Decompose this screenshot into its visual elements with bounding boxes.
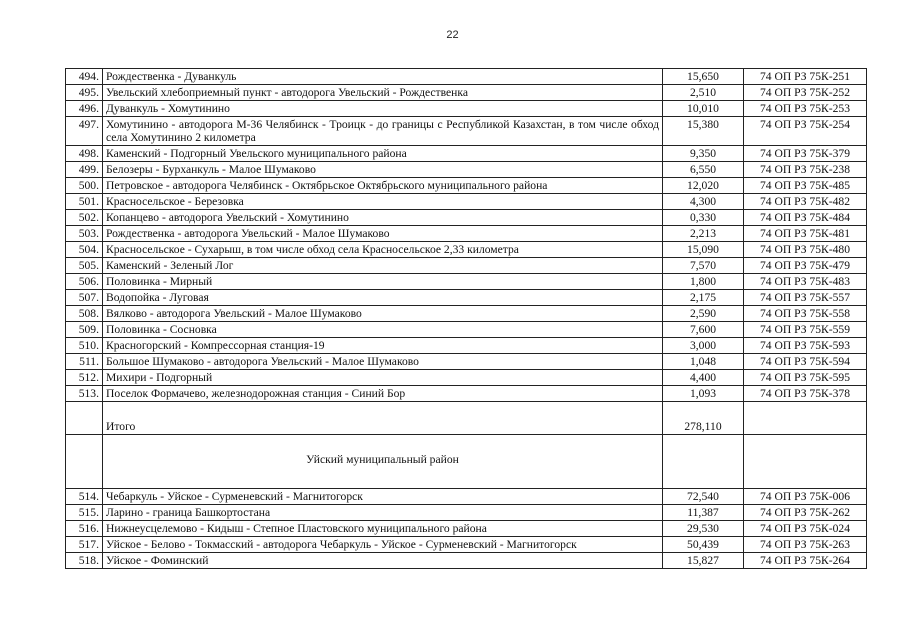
road-length: 6,550 [663,162,744,178]
road-length: 11,387 [663,505,744,521]
road-name: Чебаркуль - Уйское - Сурменевский - Магнитогорск [103,489,663,505]
road-code: 74 ОП РЗ 75К-485 [744,178,867,194]
row-number: 513. [66,386,103,402]
table-row [66,338,867,354]
road-name: Половинка - Сосновка [103,322,663,338]
road-name: Каменский - Подгорный Увельского муниципального района [103,146,663,162]
road-length: 12,020 [663,178,744,194]
row-number: 499. [66,162,103,178]
table-row [66,386,867,402]
total-label: Итого [103,402,663,435]
road-code: 74 ОП РЗ 75К-483 [744,274,867,290]
row-number: 517. [66,537,103,553]
road-length: 7,570 [663,258,744,274]
row-number: 501. [66,194,103,210]
road-code: 74 ОП РЗ 75К-559 [744,322,867,338]
road-code: 74 ОП РЗ 75К-264 [744,553,867,569]
road-length: 29,530 [663,521,744,537]
total-num-cell [66,402,103,435]
road-code: 74 ОП РЗ 75К-482 [744,194,867,210]
road-length: 50,439 [663,537,744,553]
road-length: 1,093 [663,386,744,402]
total-row [66,402,867,435]
road-name: Белозеры - Бурханкуль - Малое Шумаково [103,162,663,178]
roads-table-body-b [66,489,867,569]
road-name: Дуванкуль - Хомутинино [103,101,663,117]
road-code: 74 ОП РЗ 75К-558 [744,306,867,322]
road-length: 15,380 [663,117,744,146]
table-row [66,194,867,210]
road-code: 74 ОП РЗ 75К-593 [744,338,867,354]
road-length: 4,400 [663,370,744,386]
table-row [66,537,867,553]
road-code: 74 ОП РЗ 75К-594 [744,354,867,370]
road-length: 15,827 [663,553,744,569]
road-name: Вялково - автодорога Увельский - Малое Шумаково [103,306,663,322]
road-name: Михири - Подгорный [103,370,663,386]
road-name: Рождественка - Дуванкуль [103,69,663,85]
table-row [66,162,867,178]
table-row [66,242,867,258]
road-code: 74 ОП РЗ 75К-557 [744,290,867,306]
total-section [66,402,867,489]
table-row [66,146,867,162]
row-number: 494. [66,69,103,85]
row-number: 516. [66,521,103,537]
row-number: 518. [66,553,103,569]
road-name: Каменский - Зеленый Лог [103,258,663,274]
road-name: Красногорский - Компрессорная станция-19 [103,338,663,354]
row-number: 507. [66,290,103,306]
row-number: 509. [66,322,103,338]
road-code: 74 ОП РЗ 75К-378 [744,386,867,402]
roads-table [65,68,867,569]
road-code: 74 ОП РЗ 75К-479 [744,258,867,274]
table-row [66,117,867,146]
road-name: Нижнеусцелемово - Кидыш - Степное Пластовского муниципального района [103,521,663,537]
road-code: 74 ОП РЗ 75К-024 [744,521,867,537]
road-code: 74 ОП РЗ 75К-379 [744,146,867,162]
row-number: 504. [66,242,103,258]
road-name: Петровское - автодорога Челябинск - Октябрьское Октябрьского муниципального района [103,178,663,194]
road-code: 74 ОП РЗ 75К-263 [744,537,867,553]
table-row [66,85,867,101]
table-row [66,354,867,370]
row-number: 510. [66,338,103,354]
row-number: 505. [66,258,103,274]
road-name: Ларино - граница Башкортостана [103,505,663,521]
road-name: Уйское - Фоминский [103,553,663,569]
row-number: 495. [66,85,103,101]
district-num-cell [66,435,103,489]
district-length-cell [663,435,744,489]
page-number: 22 [446,29,459,41]
road-code: 74 ОП РЗ 75К-238 [744,162,867,178]
table-row [66,101,867,117]
road-length: 7,600 [663,322,744,338]
road-length: 2,510 [663,85,744,101]
road-length: 72,540 [663,489,744,505]
road-name: Большое Шумаково - автодорога Увельский - Малое Шумаково [103,354,663,370]
road-name: Рождественка - автодорога Увельский - Малое Шумаково [103,226,663,242]
road-code: 74 ОП РЗ 75К-252 [744,85,867,101]
table-row [66,489,867,505]
row-number: 511. [66,354,103,370]
row-number: 514. [66,489,103,505]
table-row [66,505,867,521]
table-row [66,521,867,537]
road-code: 74 ОП РЗ 75К-254 [744,117,867,146]
road-length: 3,000 [663,338,744,354]
row-number: 500. [66,178,103,194]
table-row [66,178,867,194]
road-length: 1,800 [663,274,744,290]
row-number: 496. [66,101,103,117]
road-length: 15,090 [663,242,744,258]
road-length: 1,048 [663,354,744,370]
row-number: 512. [66,370,103,386]
road-name: Поселок Формачево, железнодорожная станция - Синий Бор [103,386,663,402]
district-heading: Уйский муниципальный район [103,435,663,489]
road-length: 4,300 [663,194,744,210]
row-number: 502. [66,210,103,226]
table-row [66,306,867,322]
table-row [66,210,867,226]
road-code: 74 ОП РЗ 75К-262 [744,505,867,521]
district-code-cell [744,435,867,489]
road-name: Копанцево - автодорога Увельский - Хомутинино [103,210,663,226]
road-code: 74 ОП РЗ 75К-480 [744,242,867,258]
table-row [66,370,867,386]
road-code: 74 ОП РЗ 75К-251 [744,69,867,85]
row-number: 498. [66,146,103,162]
road-name: Увельский хлебоприемный пункт - автодорога Увельский - Рождественка [103,85,663,101]
row-number: 508. [66,306,103,322]
road-length: 9,350 [663,146,744,162]
road-name: Красносельское - Сухарыш, в том числе обход села Красносельское 2,33 километра [103,242,663,258]
table-row [66,69,867,85]
road-name: Хомутинино - автодорога М-36 Челябинск - Троицк - до границы с Республикой Казахстан, в том числе обход села Хомутинино 2 километра [103,117,663,146]
road-code: 74 ОП РЗ 75К-484 [744,210,867,226]
road-length: 2,590 [663,306,744,322]
row-number: 503. [66,226,103,242]
road-length: 0,330 [663,210,744,226]
road-code: 74 ОП РЗ 75К-006 [744,489,867,505]
road-name: Водопойка - Луговая [103,290,663,306]
table-row [66,274,867,290]
total-code-cell [744,402,867,435]
road-code: 74 ОП РЗ 75К-253 [744,101,867,117]
road-length: 10,010 [663,101,744,117]
table-row [66,322,867,338]
road-code: 74 ОП РЗ 75К-481 [744,226,867,242]
row-number: 497. [66,117,103,146]
road-length: 2,175 [663,290,744,306]
road-length: 15,650 [663,69,744,85]
district-row [66,435,867,489]
table-row [66,258,867,274]
road-name: Красносельское - Березовка [103,194,663,210]
table-row [66,226,867,242]
table-row [66,290,867,306]
road-name: Уйское - Белово - Токмасский - автодорога Чебаркуль - Уйское - Сурменевский - Магнитогорск [103,537,663,553]
row-number: 515. [66,505,103,521]
road-length: 2,213 [663,226,744,242]
table-row [66,553,867,569]
road-code: 74 ОП РЗ 75К-595 [744,370,867,386]
road-name: Половинка - Мирный [103,274,663,290]
row-number: 506. [66,274,103,290]
roads-table-body-a [66,69,867,402]
total-length: 278,110 [663,402,744,435]
